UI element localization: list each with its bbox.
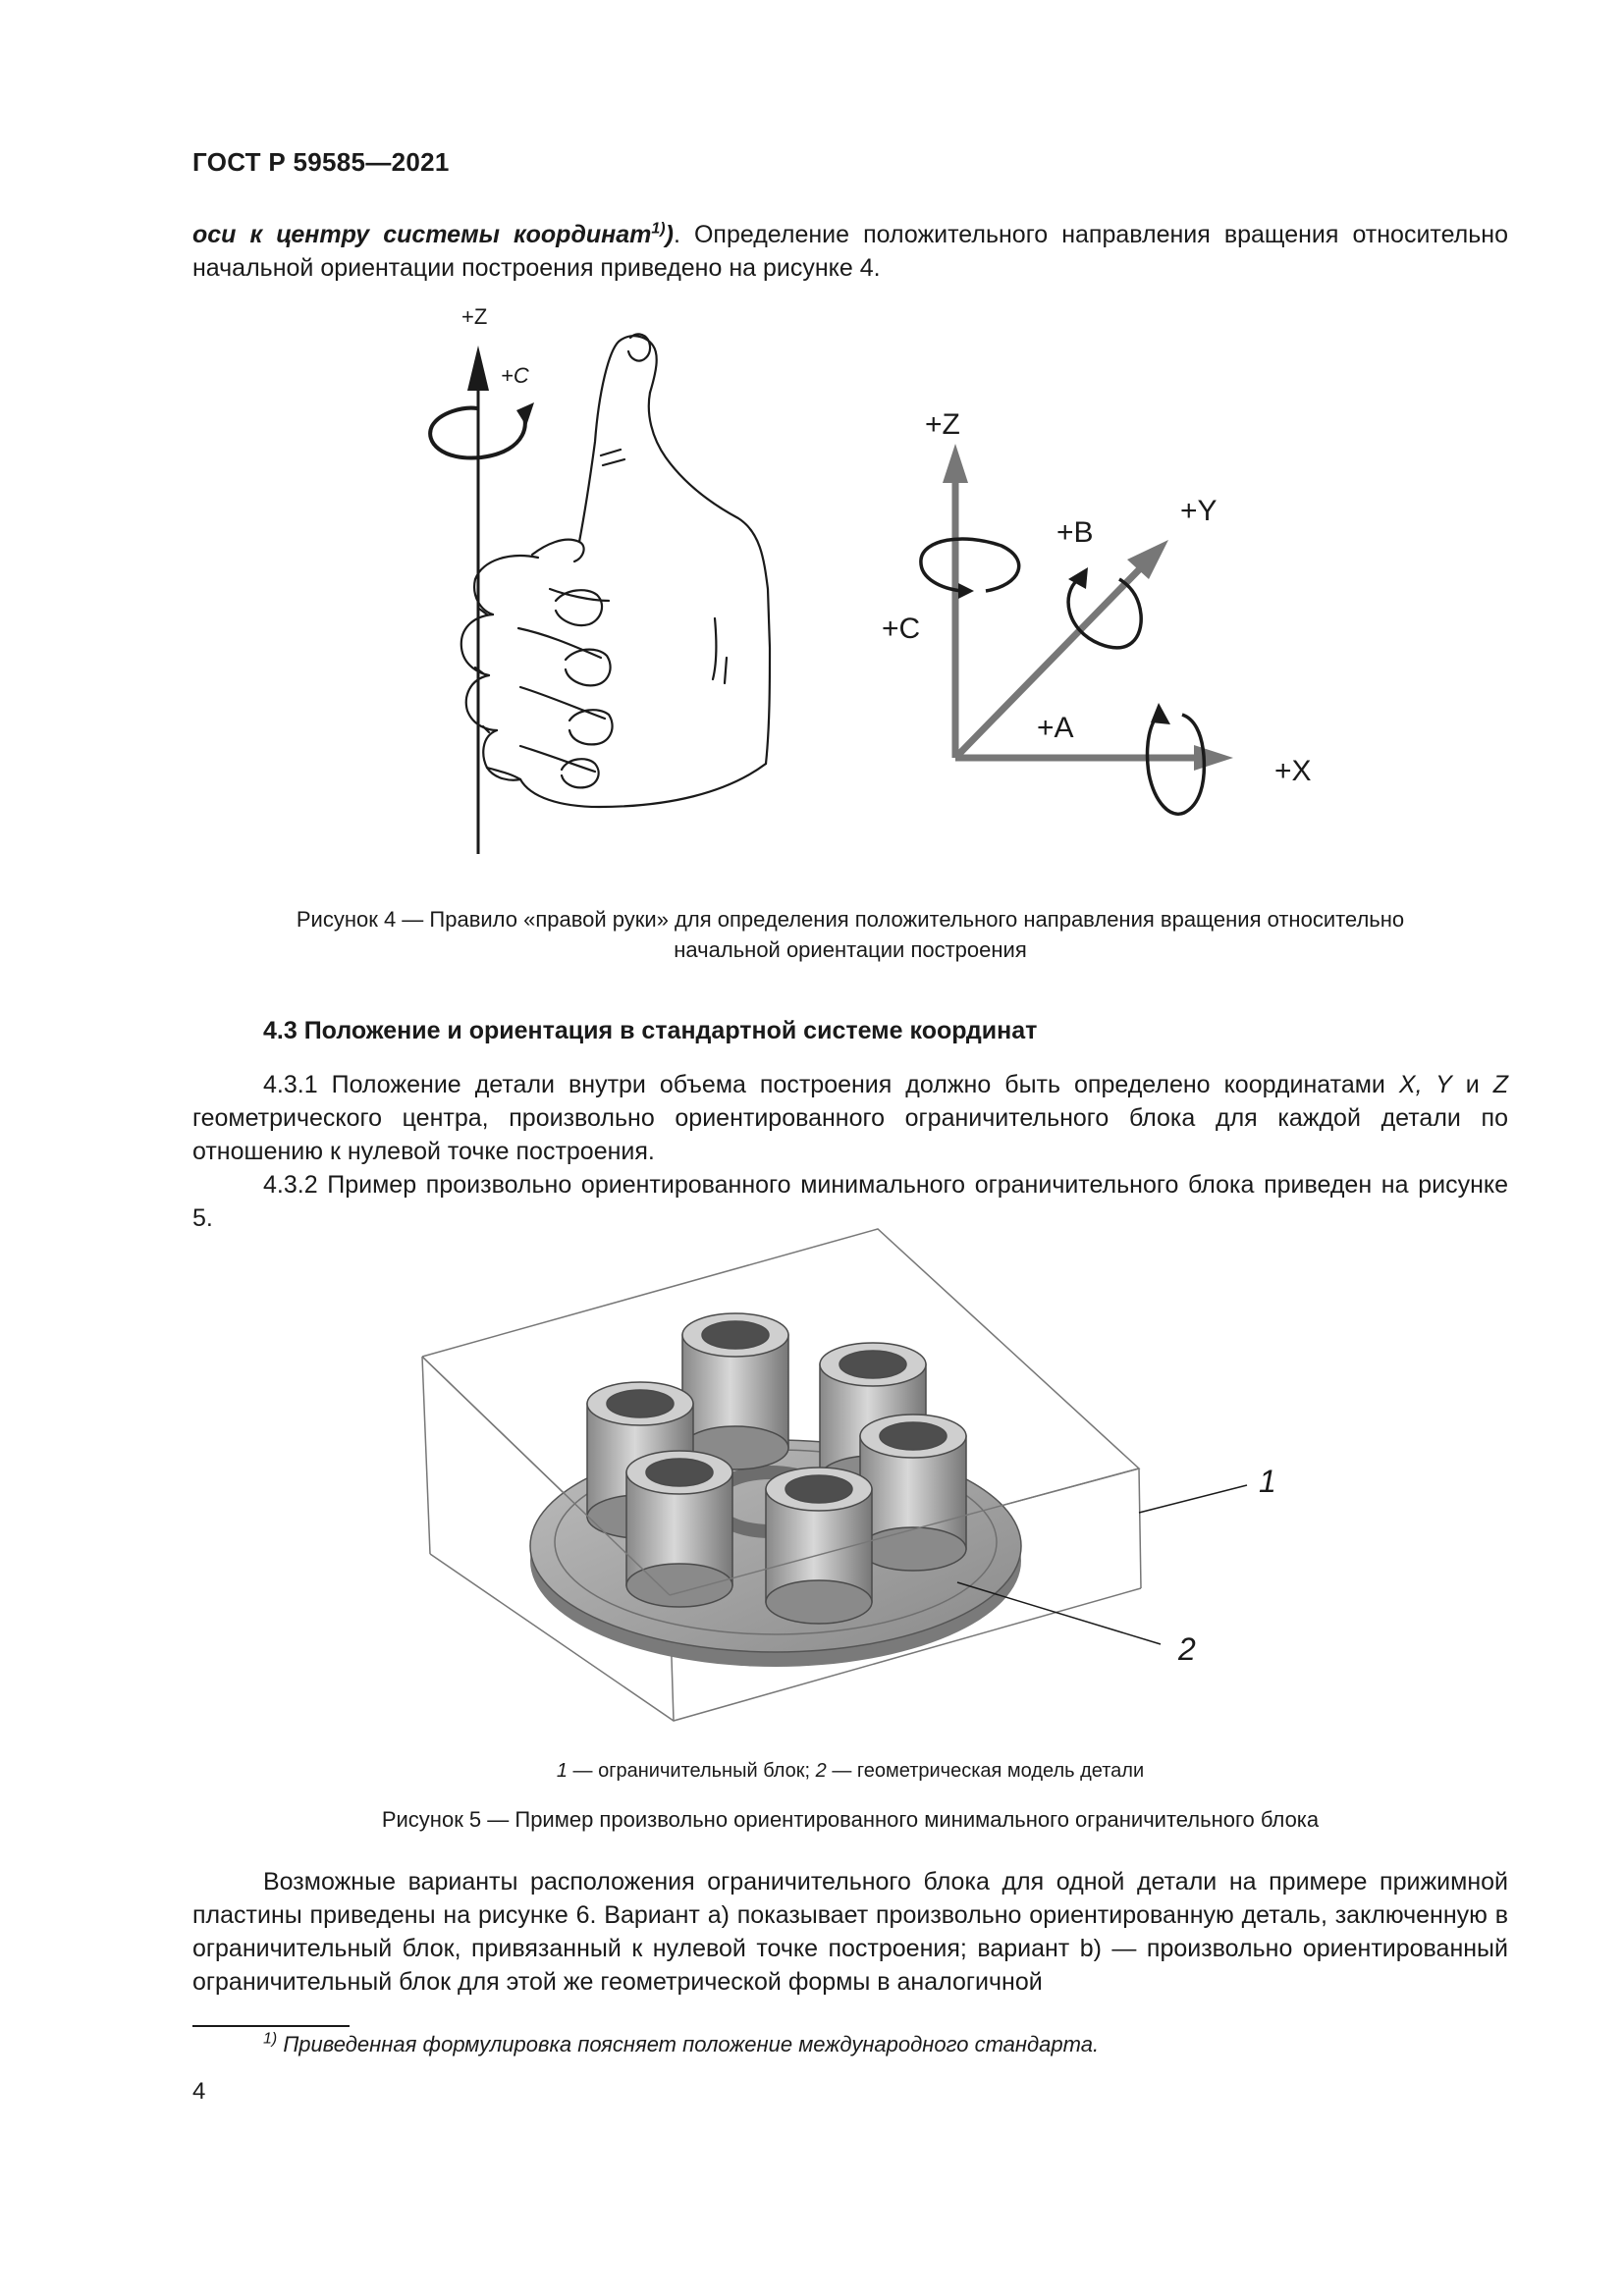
footnote-text: Приведенная формулировка поясняет положение международного стандарта. (277, 2032, 1100, 2056)
intro-text: . Определение положительного направления вращения относительно начальной ориентации построения приведено на рисунке 4. (192, 221, 1508, 282)
rotation-a-label: +A (1037, 712, 1074, 744)
cylinder-front-left (626, 1451, 732, 1607)
legend-text-2: — геометрическая модель детали (826, 1760, 1145, 1782)
rotation-c-label: +C (882, 613, 921, 645)
paragraph-4-3-1-text-a: 4.3.1 Положение детали внутри объема построения должно быть определено координатами (263, 1071, 1399, 1098)
right-hand-drawing (461, 334, 770, 807)
coord-y: Y (1435, 1071, 1452, 1098)
coord-x: X (1398, 1071, 1416, 1098)
paragraph-variants (192, 1865, 1508, 1999)
rotation-c-arrowhead (958, 583, 974, 599)
axis-y-label: +Y (1180, 495, 1218, 527)
axes-diagram (882, 408, 1312, 814)
axis-z-label: +Z (925, 408, 960, 441)
legend-num-2: 2 (815, 1760, 827, 1782)
figure-4-caption (192, 904, 1508, 965)
intro-bold-term: оси к центру системы координат (192, 221, 652, 248)
rotation-b-label: +B (1056, 516, 1094, 549)
paragraph-variants-text: Возможные варианты расположения ограничительного блока для одной детали на примере прижимной пластины приведены на рисунке 6. Вариант a) показывает произвольно ориентированную деталь, заключенную в ограничительный блок, привязанный к нулевой точке построения; вариант b) — произвольно ориентированный ограничительный блок для этой же геометрической формы в аналогичной (192, 1868, 1508, 1996)
paragraph-4-3-1-text-b: геометрического центра, произвольно ориентированного ограничительного блока для каждой детали по отношению к нулевой точке построения. (192, 1104, 1508, 1165)
cylinder-back-center (682, 1313, 788, 1469)
coord-and: и (1451, 1071, 1493, 1098)
figure-5-caption: Рисунок 5 — Пример произвольно ориентированного минимального ограничительного блока (381, 1807, 1320, 1832)
axis-x-arrowhead (1194, 745, 1233, 771)
rotation-b-arrow (1068, 579, 1141, 648)
callout-1-leader (1139, 1485, 1247, 1513)
axis-z-arrowhead (943, 444, 968, 483)
legend-text-1: — ограничительный блок; (567, 1760, 816, 1782)
paragraph-4-3-1 (192, 1068, 1508, 1168)
hand-z-label: +Z (461, 304, 488, 329)
cylinder-right (860, 1415, 966, 1571)
figure-5-illustration (412, 1222, 1296, 1742)
figure-4-caption-line1: Рисунок 4 — Правило «правой руки» для определения положительного направления вращения относительно (296, 907, 1405, 932)
intro-paragraph (192, 218, 1508, 285)
rotation-a-arrowhead (1151, 703, 1170, 724)
coord-separator: , (1415, 1071, 1436, 1098)
coord-z: Z (1492, 1071, 1508, 1098)
footnote-separator (192, 2025, 350, 2027)
figure-5-legend (192, 1760, 1508, 1783)
hand-c-label: +C (501, 363, 529, 388)
axis-x-label: +X (1274, 755, 1312, 787)
section-heading: 4.3 Положение и ориентация в стандартной системе координат (263, 1017, 1038, 1044)
document-header: ГОСТ Р 59585—2021 (192, 147, 450, 177)
figure-4-caption-line2: начальной ориентации построения (674, 937, 1027, 962)
figure-4-illustration (373, 294, 1355, 883)
intro-close-paren: ) (665, 221, 674, 248)
callout-2-label: 2 (1178, 1631, 1196, 1667)
hand-c-arrowhead (516, 402, 534, 426)
legend-num-1: 1 (556, 1760, 568, 1782)
footnote (263, 2032, 1099, 2057)
hand-z-arrowhead (467, 346, 489, 391)
paragraph-4-3-2-text: 4.3.2 Пример произвольно ориентированного минимального ограничительного блока приведен на рисунке 5. (192, 1171, 1508, 1232)
page-number: 4 (192, 2078, 206, 2105)
footnote-mark: 1) (263, 2030, 278, 2048)
footnote-ref: 1) (651, 220, 666, 238)
rotation-c-arrow (921, 539, 1019, 591)
callout-1-label: 1 (1259, 1464, 1276, 1499)
